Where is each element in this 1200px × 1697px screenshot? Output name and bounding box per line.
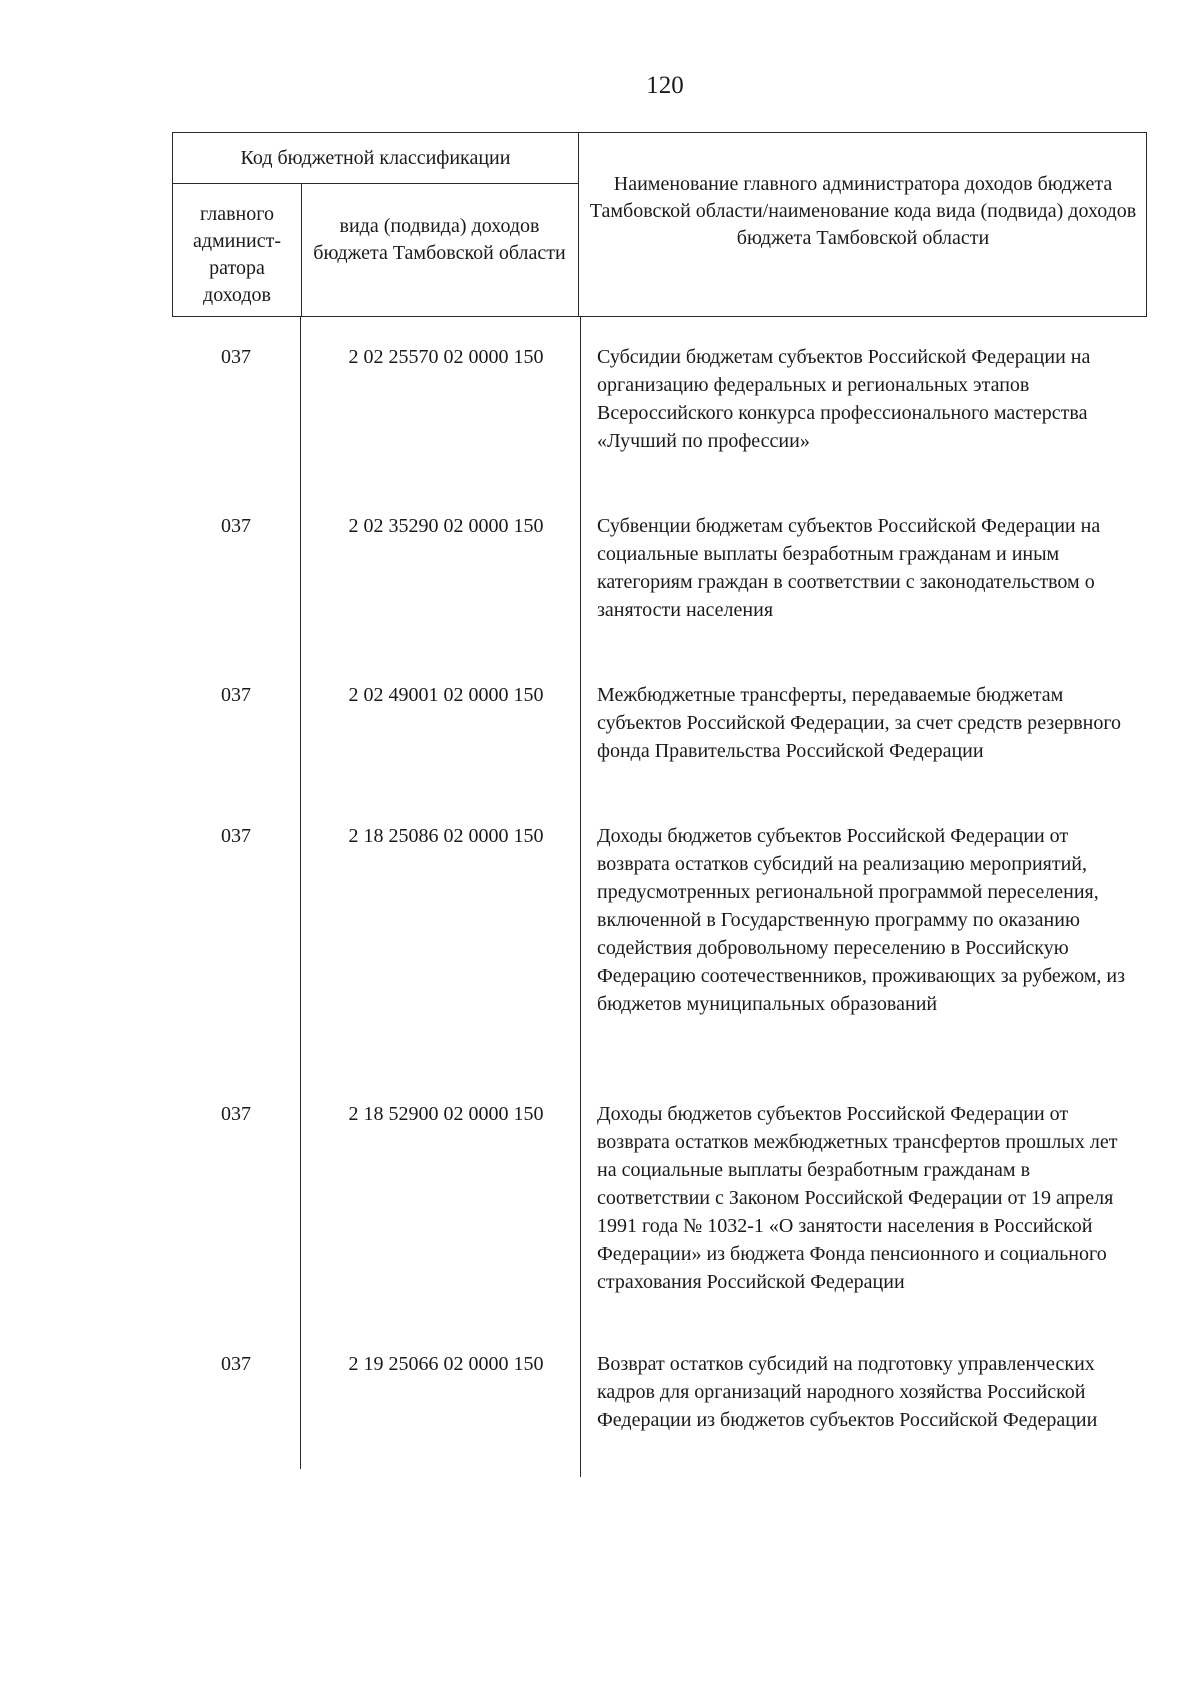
header-admin-column: главного админист-ратора доходов [192, 203, 282, 306]
row-admin-code: 037 [221, 684, 251, 706]
header-code-group: Код бюджетной классификации [240, 147, 511, 169]
table-header [172, 132, 1147, 317]
row-income-name: Субсидии бюджетам субъектов Российской Федерации на организацию федеральных и региональных этапов Всероссийского конкурса профессионального мастерства «Лучший по профессии» [597, 346, 1091, 452]
page-number: 120 [646, 72, 684, 99]
column-divider-code [580, 317, 581, 1477]
row-income-code: 2 02 35290 02 0000 150 [348, 515, 544, 537]
row-income-code: 2 02 25570 02 0000 150 [348, 346, 544, 368]
row-income-code: 2 18 52900 02 0000 150 [348, 1103, 544, 1125]
row-income-code: 2 18 25086 02 0000 150 [348, 825, 544, 847]
header-name-column: Наименование главного администратора доходов бюджета Тамбовской области/наименование кода вида (подвида) доходов бюджета Тамбовской области [589, 173, 1137, 249]
row-income-name: Возврат остатков субсидий на подготовку управленческих кадров для организаций народного хозяйства Российской Федерации из бюджетов субъектов Российской Федерации [597, 1353, 1098, 1431]
column-divider-admin [300, 317, 301, 1469]
row-admin-code: 037 [221, 1103, 251, 1125]
row-income-code: 2 19 25066 02 0000 150 [348, 1353, 544, 1375]
row-income-name: Доходы бюджетов субъектов Российской Федерации от возврата остатков межбюджетных трансфертов прошлых лет на социальные выплаты безработным гражданам в соответствии с Законом Российской Федерации от 19 апреля 1991 года № 1032-1 «О занятости населения в Российской Федерации» из бюджета Фонда пенсионного и социального страхования Российской Федерации [597, 1103, 1118, 1293]
row-income-code: 2 02 49001 02 0000 150 [348, 684, 544, 706]
header-subdivider [173, 183, 578, 184]
row-income-name: Субвенции бюджетам субъектов Российской Федерации на социальные выплаты безработным гражданам и иным категориям граждан в соответствии с законодательством о занятости населения [597, 515, 1101, 621]
row-income-name: Межбюджетные трансферты, передаваемые бюджетам субъектов Российской Федерации, за счет средств резервного фонда Правительства Российской Федерации [597, 684, 1122, 762]
row-admin-code: 037 [221, 825, 251, 847]
row-admin-code: 037 [221, 346, 251, 368]
row-income-name: Доходы бюджетов субъектов Российской Федерации от возврата остатков субсидий на реализацию мероприятий, предусмотренных региональной программой переселения, включенной в Государственную программу по оказанию содействия добровольному переселению в Российскую Федерацию соотечественников, проживающих за рубежом, из бюджетов муниципальных образований [597, 825, 1125, 1015]
header-kind-column: вида (подвида) доходов бюджета Тамбовской области [313, 215, 566, 264]
row-admin-code: 037 [221, 1353, 251, 1375]
row-admin-code: 037 [221, 515, 251, 537]
